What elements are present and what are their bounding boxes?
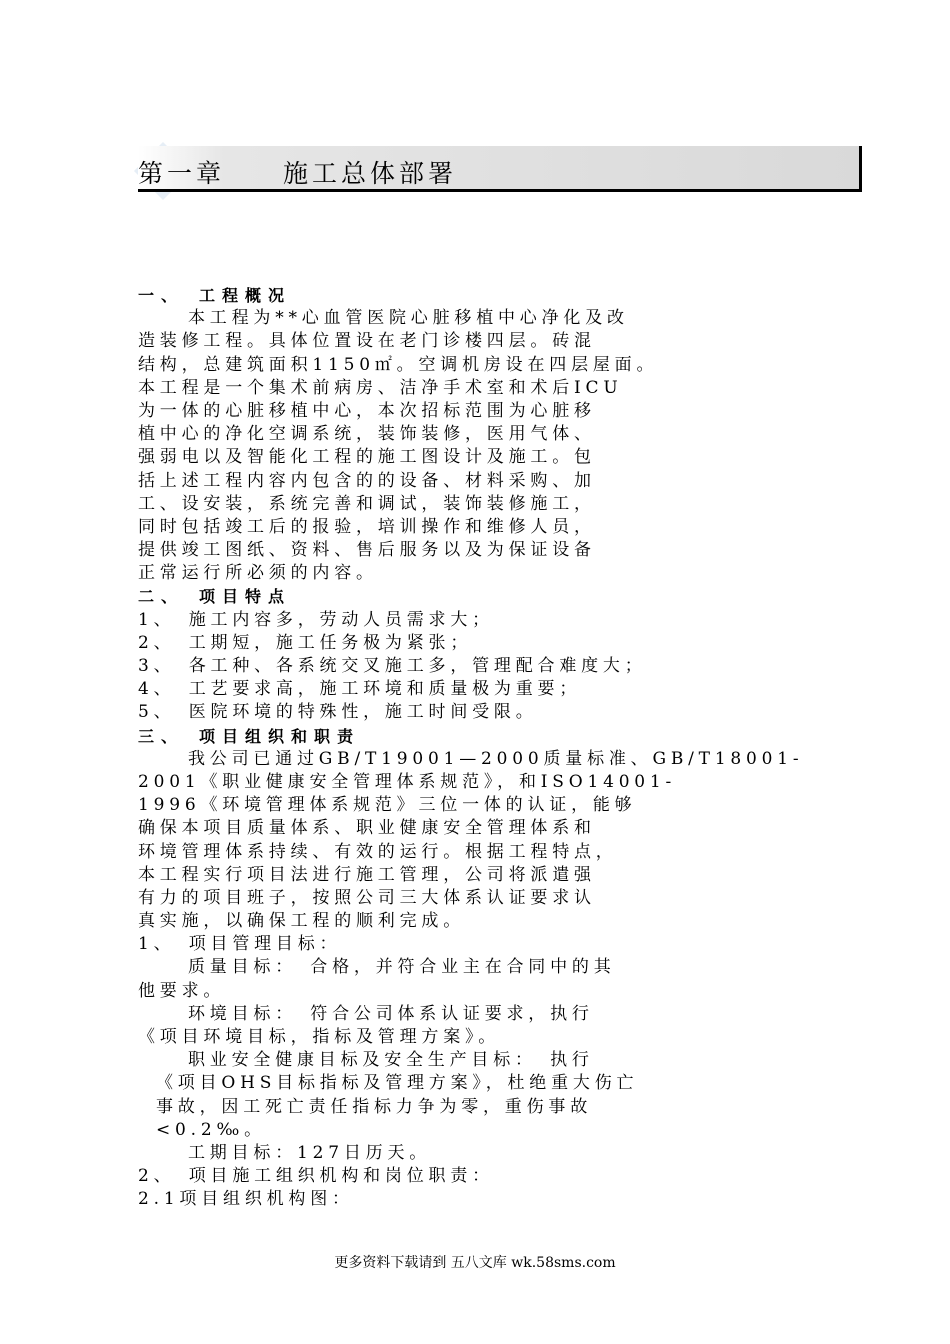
paragraph-line: 工、设安装，系统完善和调试，装饰装修施工， [138, 493, 596, 514]
paragraph-line: 本工程是一个集术前病房、洁净手术室和术后ICU [138, 377, 623, 398]
section-heading: 一、 工程概况 [138, 286, 292, 305]
paragraph-line: 《项目环境目标，指标及管理方案》。 [138, 1027, 501, 1047]
section-heading: 二、 项目特点 [138, 587, 292, 607]
paragraph-line: 正常运行所必须的内容。 [138, 563, 378, 584]
section-heading: 三、 项目组织和职责 [138, 726, 361, 746]
paragraph-line: 事故，因工死亡责任指标力争为零，重伤事故 [156, 1096, 592, 1117]
paragraph-line: 他要求。 [138, 980, 226, 1001]
paragraph-line: 本工程实行项目法进行施工管理，公司将派遣强 [138, 864, 596, 885]
paragraph-line: 《项目OHS目标指标及管理方案》，杜绝重大伤亡 [156, 1073, 639, 1094]
list-item: 2、 项目施工组织机构和岗位职责： [138, 1166, 494, 1187]
paragraph-line: 1996《环境管理体系规范》三位一体的认证，能够 [138, 795, 637, 816]
paragraph-line: 环境目标： 符合公司体系认证要求，执行 [188, 1003, 594, 1024]
list-item: 2.1项目组织机构图： [138, 1189, 354, 1210]
list-item: 1、 施工内容多，劳动人员需求大； [138, 609, 494, 630]
paragraph-line: 括上述工程内容内包含的的设备、材料采购、加 [138, 470, 596, 491]
list-item: 3、 各工种、各系统交叉施工多，管理配合难度大； [138, 656, 647, 676]
paragraph-line: 确保本项目质量体系、职业健康安全管理体系和 [138, 818, 596, 839]
paragraph-line: 强弱电以及智能化工程的施工图设计及施工。包 [138, 447, 596, 468]
paragraph-line: 工期目标：127日历天。 [188, 1142, 432, 1163]
paragraph-line: 质量目标： 合格，并符合业主在合同中的其 [188, 957, 616, 978]
paragraph-line: 植中心的净化空调系统，装饰装修，医用气体、 [138, 424, 596, 445]
list-item: 2、 工期短，施工任务极为紧张； [138, 632, 473, 653]
paragraph-line: <0.2‰。 [156, 1119, 266, 1140]
paragraph-line: 为一体的心脏移植中心，本次招标范围为心脏移 [138, 400, 596, 421]
paragraph-line: 本工程为**心血管医院心脏移植中心净化及改 [188, 308, 629, 329]
paragraph-line: 结构，总建筑面积1150㎡。空调机房设在四层屋面。 [138, 354, 659, 375]
paragraph-line: 提供竣工图纸、资料、售后服务以及为保证设备 [138, 540, 596, 561]
chapter-title: 第一章 施工总体部署 [138, 159, 458, 188]
document-body [138, 284, 868, 1212]
paragraph-line: 造装修工程。具体位置设在老门诊楼四层。砖混 [138, 331, 596, 352]
paragraph-line: 2001《职业健康安全管理体系规范》，和ISO14001- [138, 771, 677, 792]
paragraph-line: 真实施，以确保工程的顺利完成。 [138, 911, 465, 932]
list-item: 1、 项目管理目标： [138, 934, 342, 955]
paragraph-line: 同时包括竣工后的报验，培训操作和维修人员， [138, 516, 596, 537]
list-item: 5、 医院环境的特殊性，施工时间受限。 [138, 702, 538, 723]
list-item: 4、 工艺要求高，施工环境和质量极为重要； [138, 679, 582, 700]
footer-note: 更多资料下载请到 五八文库 wk.58sms.com [334, 1255, 616, 1271]
paragraph-line: 环境管理体系持续、有效的运行。根据工程特点， [138, 841, 618, 862]
paragraph-line: 我公司已通过GB/T19001—2000质量标准、GB/T18001- [188, 748, 804, 769]
paragraph-line: 有力的项目班子，按照公司三大体系认证要求认 [138, 887, 596, 908]
paragraph-line: 职业安全健康目标及安全生产目标： 执行 [188, 1050, 594, 1071]
